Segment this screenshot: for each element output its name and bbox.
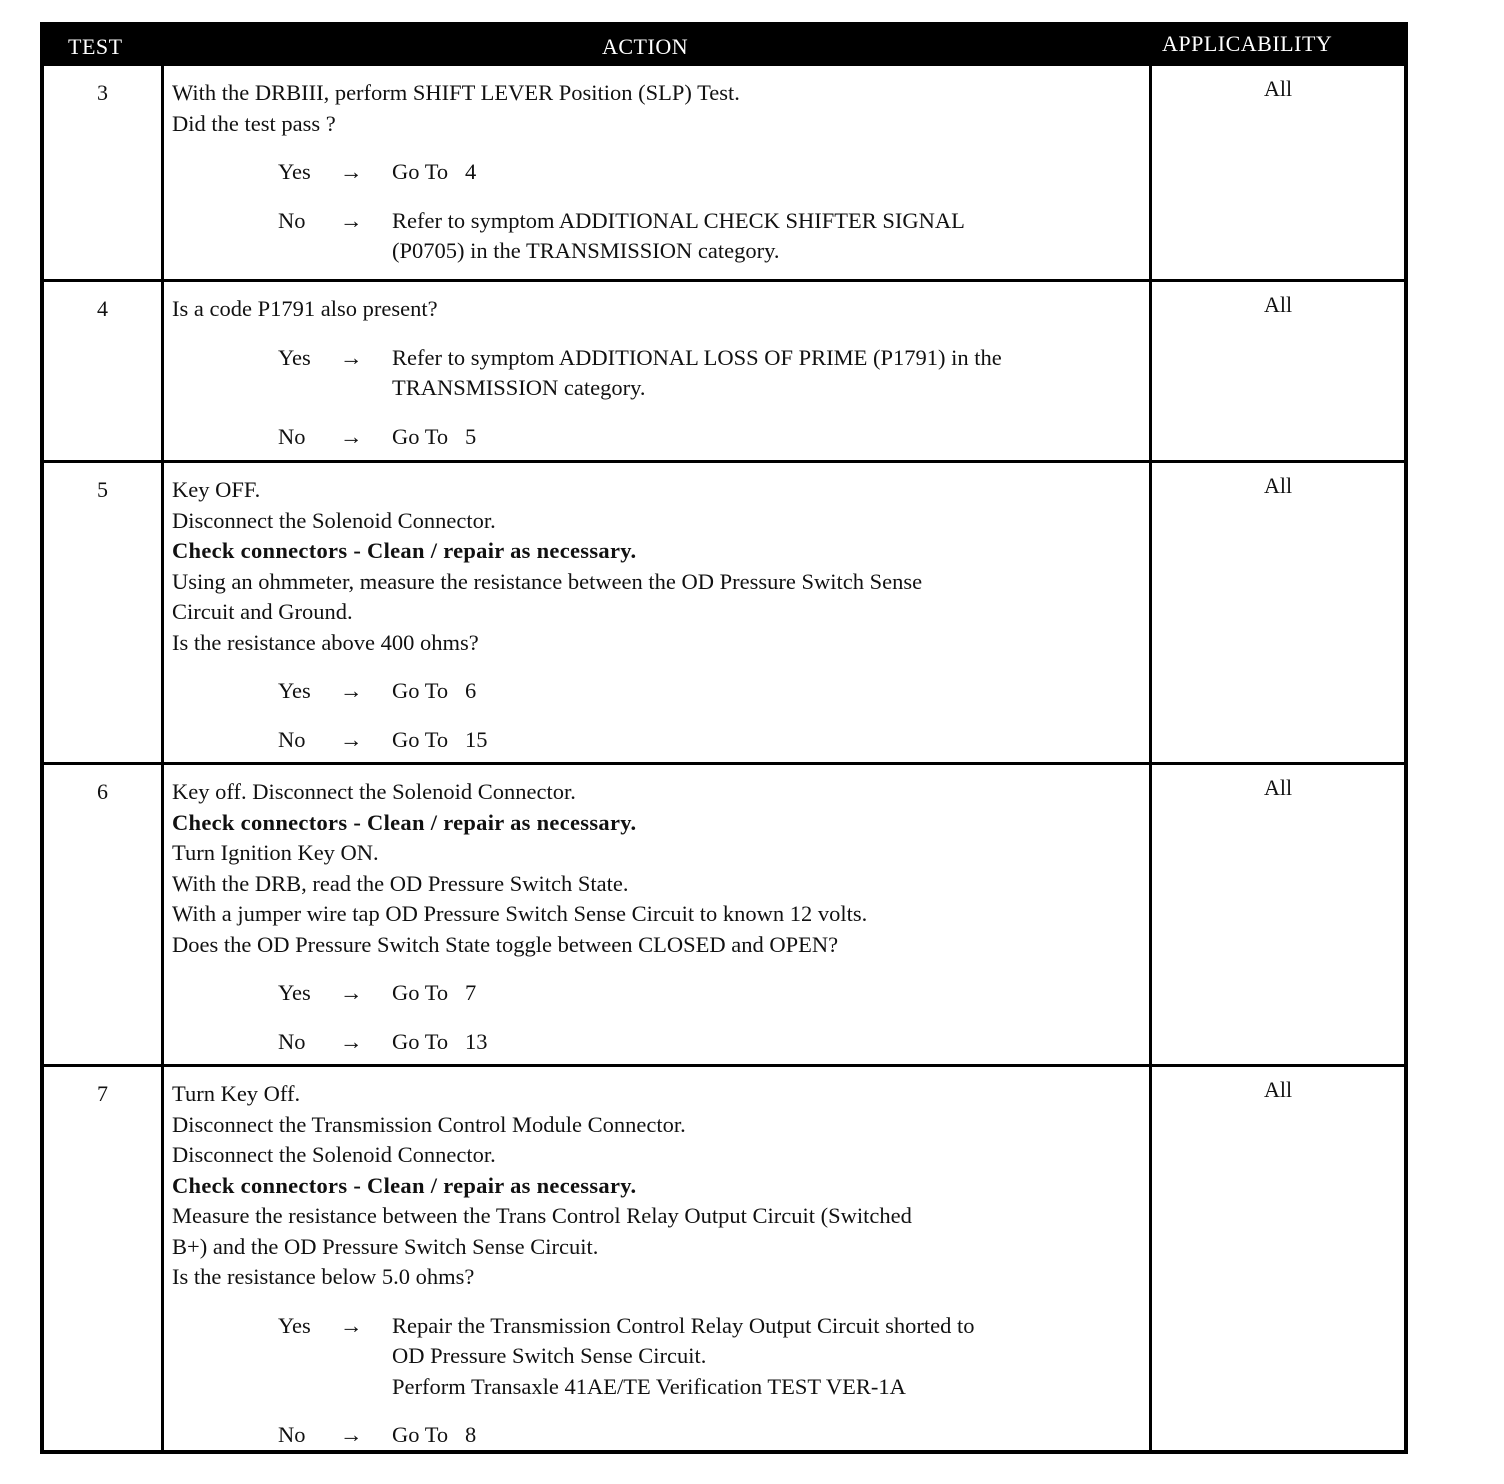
test-number: 5 [97, 477, 108, 502]
action-line: With the DRB, read the OD Pressure Switch State. [172, 870, 629, 896]
action-line: Using an ohmmeter, measure the resistance between the OD Pressure Switch Sense [172, 568, 923, 594]
option-result: Go To 15 [392, 726, 488, 752]
option-no [278, 725, 1147, 756]
option-result: Repair the Transmission Control Relay Output Circuit shorted to [392, 1312, 975, 1338]
option-label: Yes [278, 1312, 311, 1338]
action-line: Measure the resistance between the Trans Control Relay Output Circuit (Switched [172, 1203, 912, 1228]
option-label: Yes [278, 344, 311, 370]
action-line: Disconnect the Solenoid Connector. [172, 1142, 496, 1167]
action-line: Is the resistance below 5.0 ohms? [172, 1264, 475, 1289]
table-row [44, 1064, 1404, 1450]
table-row [44, 762, 1404, 1064]
action-line: B+) and the OD Pressure Switch Sense Circuit. [172, 1233, 599, 1259]
arrow-icon: → [340, 207, 363, 233]
option-yes [278, 1311, 1147, 1403]
arrow-icon: → [340, 344, 363, 370]
option-label: Yes [278, 678, 311, 703]
applicability: All [1263, 76, 1293, 101]
action-line-bold: Check connectors - Clean / repair as necessary. [172, 538, 637, 563]
option-result: Perform Transaxle 41AE/TE Verification TEST VER-1A [392, 1373, 906, 1399]
action-line: Turn Ignition Key ON. [172, 840, 379, 865]
test-number: 7 [97, 1081, 108, 1106]
action-line: Disconnect the Solenoid Connector. [172, 507, 496, 533]
option-yes [278, 676, 1147, 707]
action-line: With a jumper wire tap OD Pressure Switch Sense Circuit to known 12 volts. [172, 901, 868, 926]
test-number: 3 [97, 80, 108, 105]
option-no [278, 422, 1147, 453]
header-applicability: APPLICABILITY [1162, 31, 1333, 56]
action-line: Did the test pass ? [172, 110, 336, 136]
option-yes [278, 343, 1147, 404]
option-label: No [278, 1422, 306, 1447]
table-row [44, 66, 1404, 279]
table-header [44, 26, 1404, 66]
option-label: Yes [278, 980, 311, 1005]
action-line: Does the OD Pressure Switch State toggle between CLOSED and OPEN? [172, 931, 839, 957]
arrow-icon: → [340, 980, 363, 1005]
action-cell [172, 475, 1147, 755]
action-line: Is a code P1791 also present? [172, 296, 438, 321]
option-result: (P0705) in the TRANSMISSION category. [392, 238, 780, 263]
action-cell [172, 78, 1147, 267]
arrow-icon: → [340, 678, 363, 703]
option-label: No [278, 1028, 306, 1054]
option-label: Yes [278, 159, 311, 184]
option-result: Go To 7 [392, 980, 477, 1005]
applicability: All [1263, 775, 1293, 800]
header-test: TEST [68, 34, 123, 59]
option-label: No [278, 423, 306, 449]
action-cell [172, 1079, 1147, 1451]
action-line-bold: Check connectors - Clean / repair as necessary. [172, 809, 637, 835]
option-label: No [278, 207, 306, 233]
diagnostic-test-table [40, 22, 1408, 1454]
arrow-icon: → [340, 1028, 363, 1054]
action-cell [172, 294, 1147, 452]
option-result: Go To 6 [392, 678, 477, 703]
option-result: Refer to symptom ADDITIONAL LOSS OF PRIME (P1791) in the [392, 344, 1002, 370]
table-row [44, 460, 1404, 762]
option-result: OD Pressure Switch Sense Circuit. [392, 1343, 707, 1368]
test-number: 6 [97, 779, 108, 804]
option-label: No [278, 726, 306, 752]
header-action: ACTION [602, 34, 689, 59]
option-result: Go To 5 [392, 423, 477, 449]
action-line: Circuit and Ground. [172, 599, 353, 624]
table-row [44, 279, 1404, 460]
action-line: Is the resistance above 400 ohms? [172, 629, 479, 655]
arrow-icon: → [340, 1312, 363, 1338]
applicability: All [1263, 292, 1293, 317]
option-result: Go To 8 [392, 1422, 477, 1447]
action-line: Key OFF. [172, 477, 261, 502]
arrow-icon: → [340, 159, 363, 184]
test-number: 4 [97, 296, 108, 321]
action-line: Key off. Disconnect the Solenoid Connector. [172, 779, 576, 804]
option-no [278, 1027, 1147, 1058]
applicability: All [1263, 473, 1293, 498]
action-line-bold: Check connectors - Clean / repair as necessary. [172, 1172, 637, 1198]
option-result: Go To 4 [392, 159, 477, 184]
option-no [278, 206, 1147, 267]
action-line: Turn Key Off. [172, 1081, 301, 1106]
option-yes [278, 978, 1147, 1009]
action-cell [172, 777, 1147, 1057]
arrow-icon: → [340, 423, 363, 449]
action-line: Disconnect the Transmission Control Module Connector. [172, 1111, 686, 1137]
arrow-icon: → [340, 1422, 363, 1447]
action-line: With the DRBIII, perform SHIFT LEVER Position (SLP) Test. [172, 80, 740, 105]
option-result: Refer to symptom ADDITIONAL CHECK SHIFTER SIGNAL [392, 207, 965, 233]
option-result: Go To 13 [392, 1028, 488, 1054]
option-result: TRANSMISSION category. [392, 375, 646, 400]
option-no [278, 1420, 1147, 1451]
applicability: All [1263, 1077, 1293, 1102]
option-yes [278, 157, 1147, 188]
arrow-icon: → [340, 726, 363, 752]
